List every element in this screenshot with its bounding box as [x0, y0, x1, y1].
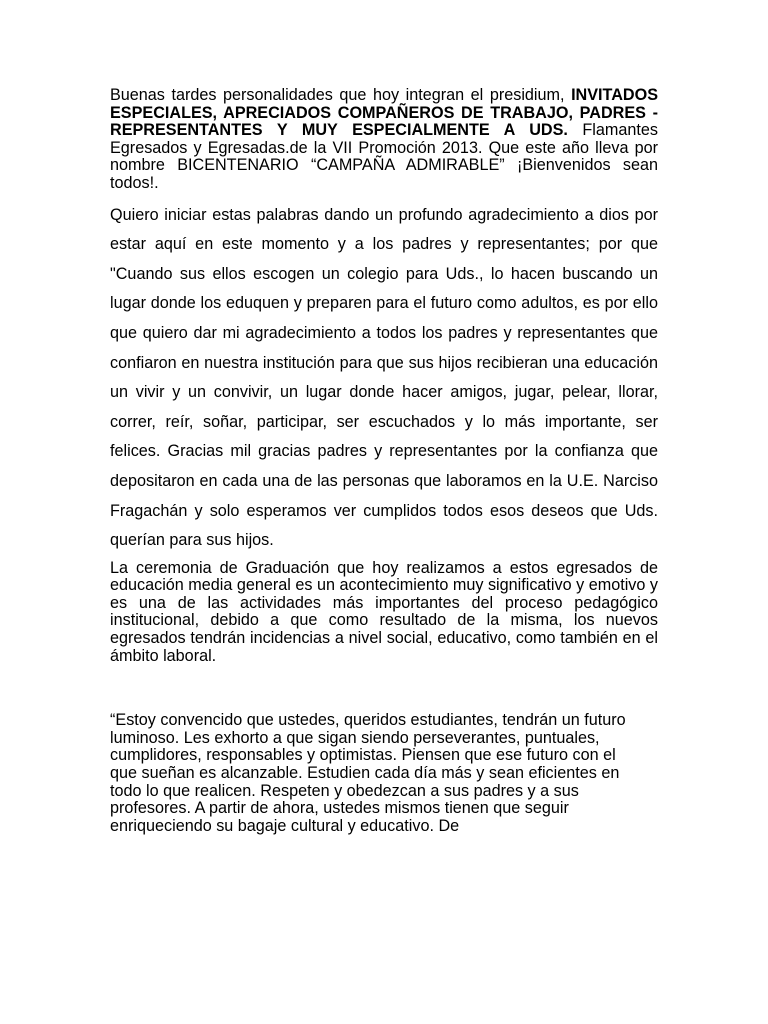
greeting-intro: Buenas tardes personalidades que hoy integran el presidium, — [110, 86, 565, 104]
paragraph-ceremony: La ceremonia de Graduación que hoy realizamos a estos egresados de educación media general es un acontecimiento muy significativo y emotivo y es una de las actividades más importantes del proceso pedagógico institucional, debido a que como resultado de la misma, los nuevos egresados tendrán incidencias a nivel social, educativo, como también en el ámbito laboral. — [110, 558, 658, 665]
greeting-bold: INVITADOS ESPECIALES, APRECIADOS COMPAÑEROS DE TRABAJO, PADRES - REPRESENTANTES Y MUY ESPECIALMENTE A UDS. — [110, 86, 658, 140]
paragraph-greeting — [110, 87, 658, 193]
document-page — [110, 87, 658, 835]
paragraph-exhortation: “Estoy convencido que ustedes, queridos estudiantes, tendrán un futuro luminoso. Les exhorto a que sigan siendo perseverantes, puntuales, cumplidores, responsables y optimistas. Piensen que ese futuro con el que sueñan es alcanzable. Estudien cada día más y sean eficientes en todo lo que realicen. Respeten y obedezcan a sus padres y a sus profesores. A partir de ahora, ustedes mismos tienen que seguir enriqueciendo su bagaje cultural y educativo. De — [110, 711, 626, 835]
greeting-rest: Flamantes Egresados y Egresadas.de la VII Promoción 2013. Que este año lleva por nombre BICENTENARIO “CAMPAÑA ADMIRABLE” ¡Bienvenidos sean todos!. — [110, 121, 658, 192]
paragraph-gratitude: Quiero iniciar estas palabras dando un profundo agradecimiento a dios por estar aquí en este momento y a los padres y representantes; por que "Cuando sus ellos escogen un colegio para Uds., lo hacen buscando un lugar donde los eduquen y preparen para el futuro como adultos, es por ello que quiero dar mi agradecimiento a todos los padres y representantes que confiaron en nuestra institución para que sus hijos recibieran una educación un vivir y un convivir, un lugar donde hacer amigos, jugar, pelear, llorar, correr, reír, soñar, participar, ser escuchados y lo más importante, ser felices. Gracias mil gracias padres y representantes por la confianza que depositaron en cada una de las personas que laboramos en la U.E. Narciso Fragachán y solo esperamos ver cumplidos todos esos deseos que Uds. querían para sus hijos. — [110, 205, 658, 550]
